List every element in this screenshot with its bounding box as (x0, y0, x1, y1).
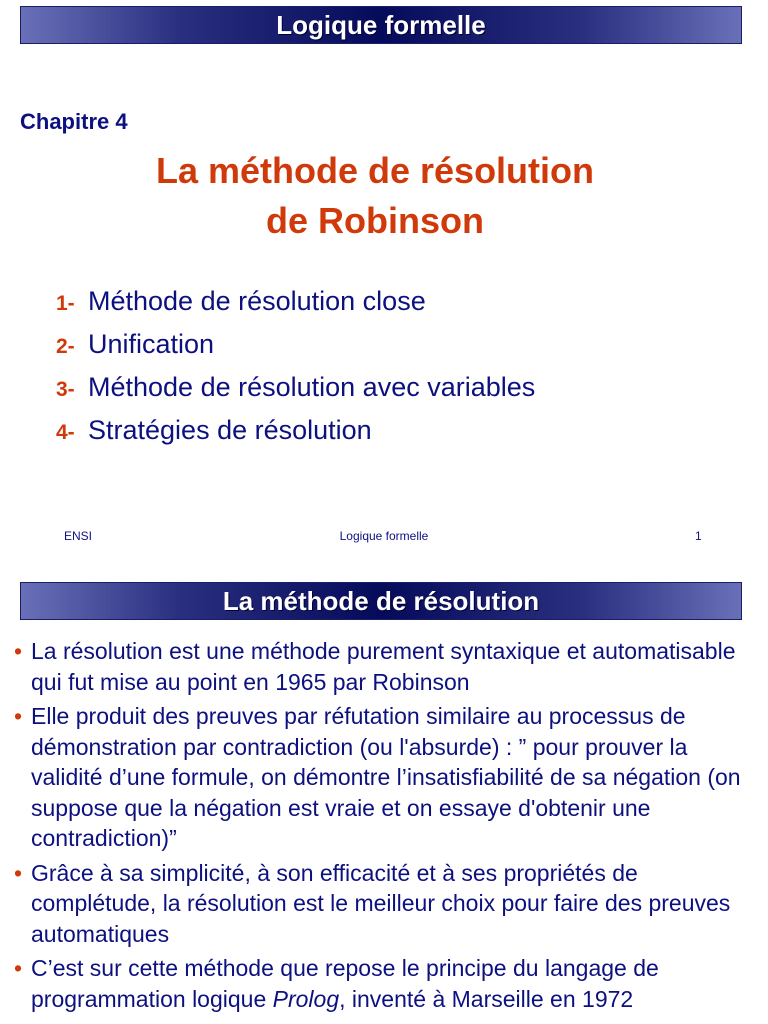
bullet-item (14, 858, 754, 950)
toc-label: Méthode de résolution close (88, 286, 426, 316)
bullet-icon: • (14, 703, 23, 729)
table-of-contents (56, 286, 535, 458)
bullet-text: Elle produit des preuves par réfutation similaire au processus de démonstration par contradiction (ou l'absurde) : ” pour prouver la validité d’une formule, on démontre l’insatisfiabilité de sa négation (on suppose que la négation est vraie et on essaye d'obtenir une contradiction)” (31, 703, 741, 851)
chapter-label: Chapitre 4 (20, 109, 128, 134)
toc-number: 1- (56, 292, 75, 315)
bullet-text-start: C’est sur cette méthode que repose le principe du langage de programmation logique (31, 955, 659, 1012)
slide1-title-banner (20, 6, 742, 44)
footer-institution: ENSI (64, 529, 93, 543)
footer-course-title: Logique formelle (339, 529, 429, 543)
footer-page-number: 1 (695, 529, 702, 543)
bullet-icon: • (14, 859, 23, 886)
bullet-list (14, 636, 754, 1018)
toc-label: Méthode de résolution avec variables (88, 372, 536, 402)
toc-number: 2- (56, 335, 75, 358)
bullet-text-end: , inventé à Marseille en 1972 (339, 985, 634, 1012)
bullet-item (14, 701, 754, 854)
toc-number: 4- (56, 421, 75, 444)
slide1-banner-title: Logique formelle (276, 9, 486, 40)
bullet-item (14, 953, 754, 1014)
toc-item (56, 329, 535, 372)
bullet-icon: • (14, 638, 23, 664)
toc-label: Stratégies de résolution (88, 415, 372, 445)
slide2-banner-title: La méthode de résolution (222, 585, 540, 616)
bullet-icon: • (14, 955, 23, 981)
chapter-title-line2: de Robinson (266, 200, 484, 241)
bullet-text: La résolution est une méthode purement syntaxique et automatisable qui fut mise au point en 1965 par Robinson (31, 638, 736, 695)
toc-number: 3- (56, 378, 75, 401)
toc-item (56, 372, 535, 415)
toc-label: Unification (88, 329, 215, 359)
bullet-item (14, 636, 754, 697)
bullet-text (31, 953, 754, 1014)
bullet-text: Grâce à sa simplicité, à son efficacité et à ses propriétés de complétude, la résolution est le meilleur choix pour faire des preuves automatiques (31, 859, 731, 947)
chapter-title-line1: La méthode de résolution (155, 150, 595, 191)
toc-item (56, 286, 535, 329)
toc-item (56, 415, 535, 458)
slide2-title-banner (20, 582, 742, 620)
prolog-italic-text: Prolog (272, 985, 340, 1012)
